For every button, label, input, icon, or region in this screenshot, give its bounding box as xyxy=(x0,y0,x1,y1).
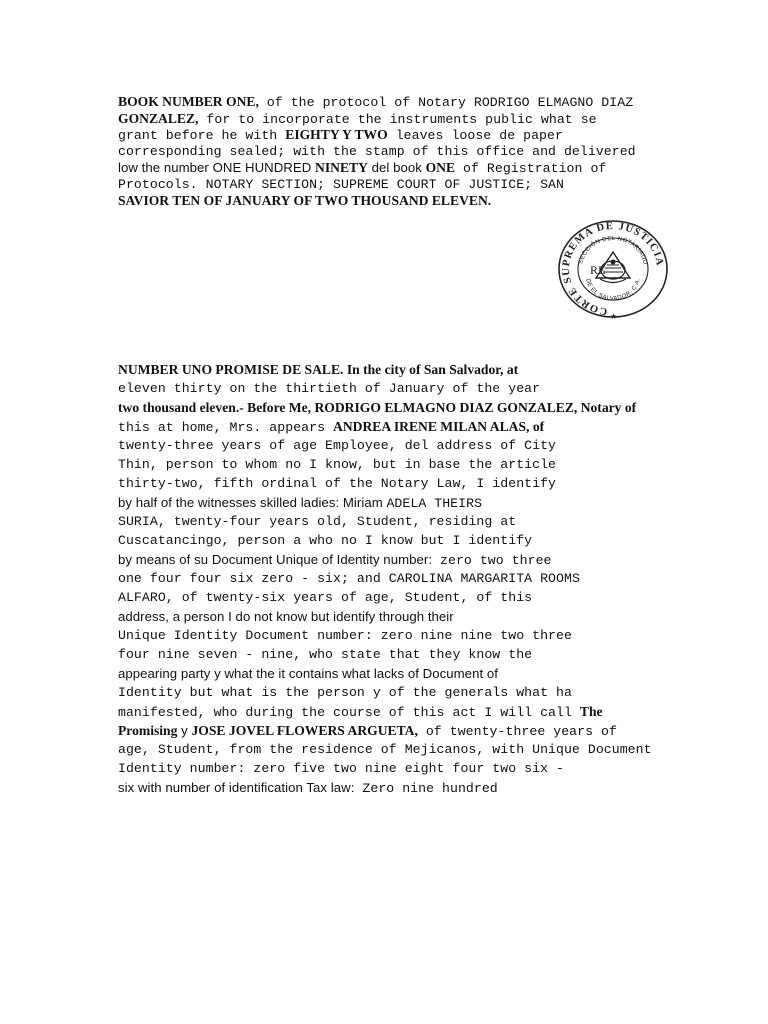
text-run: grant before he with xyxy=(118,128,286,143)
text-run: manifested, who during the course of this act I will call xyxy=(118,705,580,720)
seal-inner-top-text: SECCIÓN DEL NOTARIADO xyxy=(578,235,648,266)
text-line xyxy=(118,721,738,740)
text-line xyxy=(118,398,738,417)
text-line xyxy=(118,417,738,436)
text-run: age, Student, from the residence of Mejicanos, with Unique Document xyxy=(118,742,652,757)
text-run: six with number of identification Tax law: xyxy=(118,780,355,795)
svg-text:CORTE SUPREMA DE JUSTICIA xyxy=(561,221,665,317)
text-line xyxy=(118,607,738,626)
text-run: twenty-three years of age Employee, del address of City xyxy=(118,438,557,453)
text-line xyxy=(118,379,738,398)
bold-text: ONE xyxy=(425,160,456,175)
seal-ring-text: CORTE SUPREMA DE JUSTICIA xyxy=(560,220,666,317)
text-run: of the protocol of Notary RODRIGO ELMAGNO DIAZ xyxy=(258,95,634,110)
text-line xyxy=(118,436,738,455)
text-run: y xyxy=(177,723,192,738)
text-line xyxy=(118,550,738,569)
promise-of-sale-paragraph xyxy=(118,360,738,797)
text-run: low the number ONE HUNDRED xyxy=(118,160,316,175)
text-run: Unique Identity Document number: zero nine nine two three xyxy=(118,628,572,643)
bold-text: The xyxy=(579,704,603,719)
seal-inner-bottom-text: DE EL SALVADOR, C.A. xyxy=(584,278,642,303)
bold-text: GONZALEZ, xyxy=(118,110,199,126)
text-line xyxy=(118,455,738,474)
text-line xyxy=(118,144,738,161)
text-line xyxy=(118,177,738,194)
text-run: of twenty-three years of xyxy=(417,724,617,739)
text-run: eleven thirty on the thirtieth of January of the year xyxy=(118,381,541,396)
bold-text: BOOK NUMBER ONE, xyxy=(118,94,259,109)
text-run: del book xyxy=(367,160,426,175)
text-line xyxy=(118,778,738,797)
seal-star-icon: ★ xyxy=(610,312,618,321)
text-run: leaves loose de paper xyxy=(387,128,563,143)
text-line xyxy=(118,569,738,588)
text-line xyxy=(118,683,738,702)
text-line xyxy=(118,759,738,778)
text-line xyxy=(118,588,738,607)
bold-text: SAVIOR TEN OF JANUARY OF TWO THOUSAND ELEVEN. xyxy=(118,193,492,208)
text-line xyxy=(118,493,738,512)
text-run: ALFARO, of twenty-six years of age, Student, of this xyxy=(118,590,533,605)
text-run: of Registration of xyxy=(455,161,607,176)
text-line xyxy=(118,512,738,531)
bold-text: two thousand eleven.- Before Me, RODRIGO ELMAGNO DIAZ GONZALEZ, Notary of xyxy=(118,400,637,415)
svg-text:DE EL SALVADOR, C.A. xyxy=(584,278,642,302)
text-run: CAROLINA MARGARITA ROOMS xyxy=(388,571,580,586)
text-run: Thin, person to whom no I know, but in base the article xyxy=(118,457,557,472)
text-line xyxy=(118,160,738,177)
text-run: Identity number: zero five two nine eight four two six - xyxy=(118,761,564,776)
text-run: Zero nine hundred xyxy=(354,781,498,796)
text-run: by half of the witnesses skilled ladies: Miriam xyxy=(118,495,387,510)
text-run: Identity but what is the person y of the generals what ha xyxy=(118,685,572,700)
text-run: Cuscatancingo, person a who no I know but I identify xyxy=(118,533,533,548)
text-run: address, a person I do not know but identify through their xyxy=(118,609,454,624)
text-run: for to incorporate the instruments public what se xyxy=(198,111,597,127)
text-run: thirty-two, fifth ordinal of the Notary Law, I identify xyxy=(118,476,557,491)
text-line xyxy=(118,111,738,128)
bold-text: ANDREA IRENE MILAN ALAS, of xyxy=(333,419,545,434)
bold-text: EIGHTY Y TWO xyxy=(285,127,388,142)
text-run: SURIA, twenty-four years old, Student, residing at xyxy=(118,514,517,529)
bold-text: NINETY xyxy=(315,160,368,175)
text-line xyxy=(118,127,738,144)
bold-text: Promising xyxy=(118,723,178,738)
text-run: corresponding sealed; with the stamp of this office and delivered xyxy=(118,143,636,159)
text-line xyxy=(118,474,738,493)
text-run: four nine seven - nine, who state that they know the xyxy=(118,647,533,662)
text-line xyxy=(118,360,738,379)
bold-text: NUMBER UNO PROMISE DE SALE. In the city of San Salvador, at xyxy=(118,362,519,377)
text-run: appearing party y what the it contains what lacks of Document of xyxy=(118,666,498,681)
text-line xyxy=(118,193,738,210)
text-run: zero two three xyxy=(432,553,552,568)
seal-re-text: RE xyxy=(590,263,606,277)
text-line xyxy=(118,702,738,721)
text-line xyxy=(118,531,738,550)
text-run: this at home, Mrs. appears xyxy=(118,420,334,435)
supreme-court-seal-stamp xyxy=(552,216,674,322)
text-run: by means of su Document Unique of Identity number: xyxy=(118,552,433,567)
text-line xyxy=(118,740,738,759)
text-run: one four four six zero - six; and xyxy=(118,571,389,586)
protocol-header-paragraph xyxy=(118,94,738,210)
text-line xyxy=(118,645,738,664)
bold-text: JOSE JOVEL FLOWERS ARGUETA, xyxy=(191,723,418,738)
text-line xyxy=(118,626,738,645)
text-line xyxy=(118,664,738,683)
text-run: ADELA THEIRS xyxy=(386,496,483,511)
text-line xyxy=(118,94,738,111)
text-run: Protocols. NOTARY SECTION; SUPREME COURT OF JUSTICE; SAN xyxy=(118,176,564,192)
